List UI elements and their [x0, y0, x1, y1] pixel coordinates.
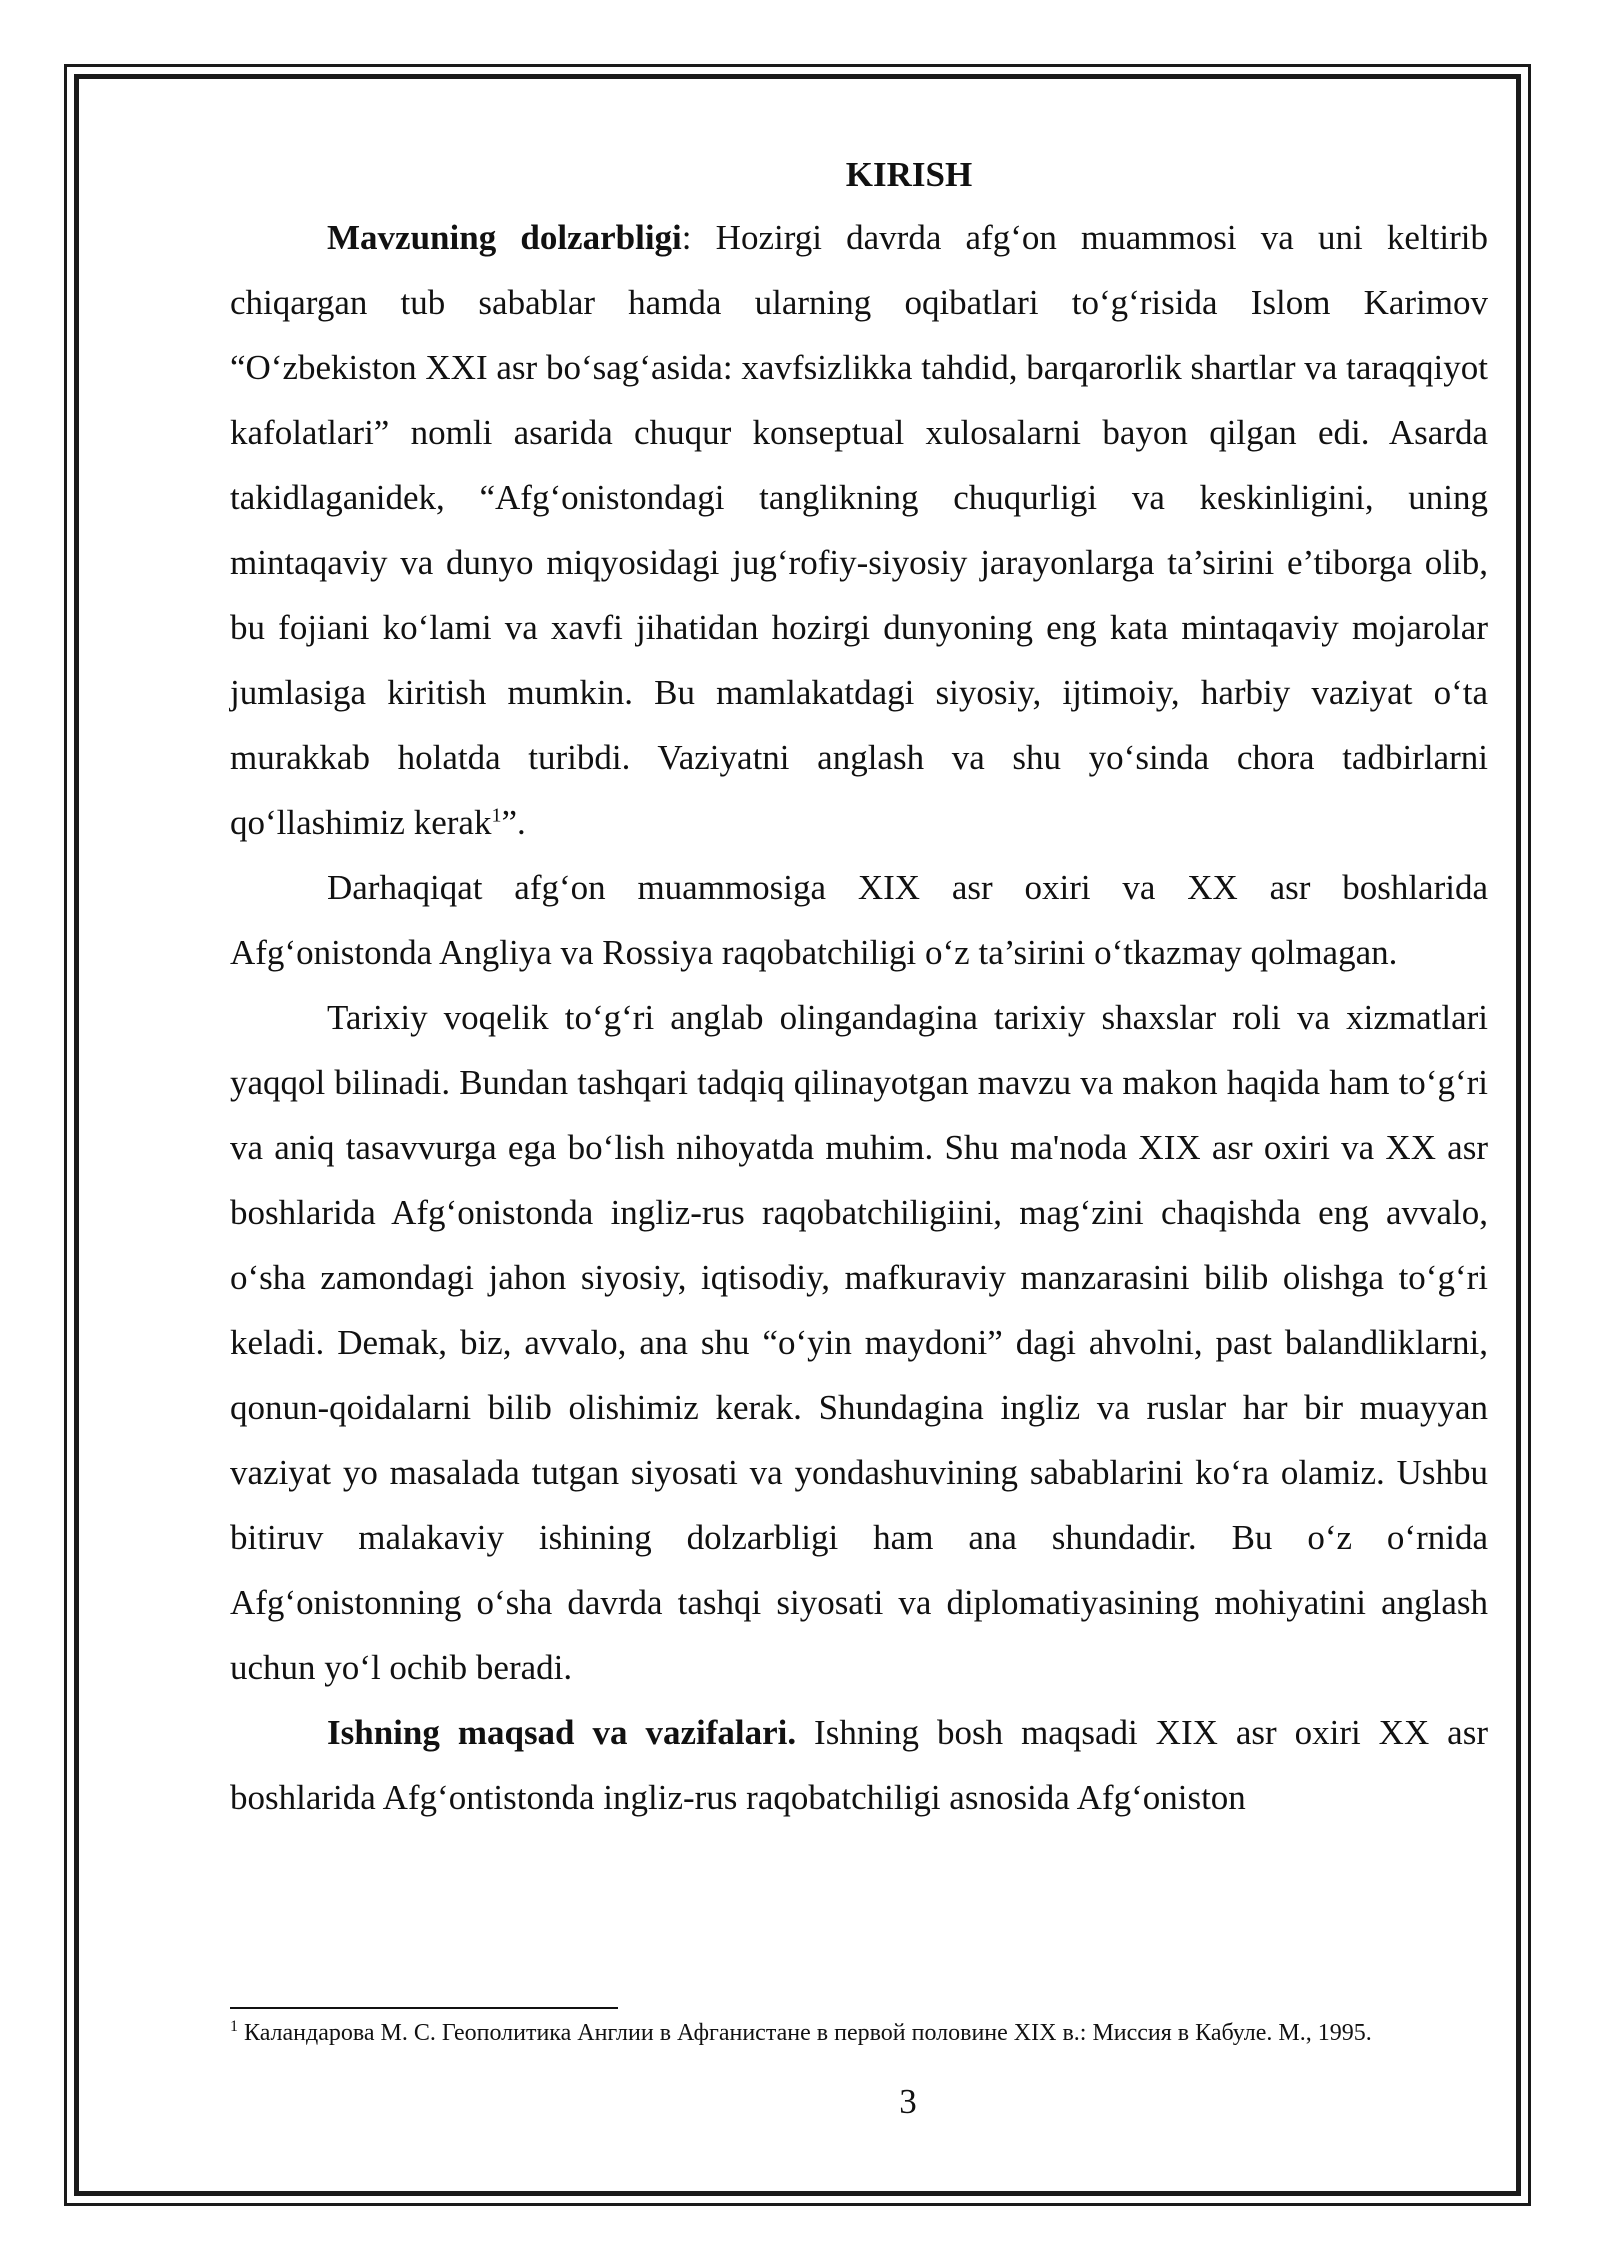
paragraph-goals — [230, 1700, 1488, 1830]
footnote-reference[interactable]: 1 — [491, 804, 502, 827]
paragraph-relevance — [230, 205, 1488, 855]
paragraph-text: Darhaqiqat afg‘on muammosiga XIX asr oxiri va XX asr boshlarida Afg‘onistonda Angliya va Rossiya raqobatchiligi o‘z ta’sirini o‘tkazmay qolmagan. — [230, 868, 1488, 972]
footnote-separator — [230, 2007, 618, 2009]
footnote-text: Каландарова М. С. Геополитика Англии в Афганистане в первой половине XIX в.: Миссия в Кабуле. М., 1995. — [244, 2020, 1372, 2046]
footnote-number: 1 — [230, 2018, 238, 2035]
paragraph-lead: Mavzuning dolzarbligi — [327, 218, 682, 257]
page-body — [230, 150, 1488, 1830]
paragraph-rivalry — [230, 855, 1488, 985]
paragraph-history — [230, 985, 1488, 1700]
paragraph-lead: Ishning maqsad va vazifalari. — [327, 1713, 797, 1752]
footnote — [230, 2018, 1488, 2048]
paragraph-tail: ”. — [501, 803, 526, 842]
page-title: KIRISH — [845, 155, 973, 194]
paragraph-text: Tarixiy voqelik to‘g‘ri anglab olingandagina tarixiy shaxslar roli va xizmatlari yaqqol bilinadi. Bundan tashqari tadqiq qilinayotgan mavzu va makon haqida ham to‘g‘ri va aniq tasavvurga ega bo‘lish nihoyatda muhim. Shu ma'noda XIX asr oxiri va XX asr boshlarida Afg‘onistonda ingliz-rus raqobatchiligiini, mag‘zini chaqishda eng avvalo, o‘sha zamondagi jahon siyosiy, iqtisodiy, mafkuraviy manzarasini bilib olishga to‘g‘ri keladi. Demak, biz, avvalo, ana shu “o‘yin maydoni” dagi ahvolni, past balandliklarni, qonun-qoidalarni bilib olishimiz kerak. Shundagina ingliz va ruslar har bir muayyan vaziyat yo masalada tutgan siyosati va yondashuvining sabablarini ko‘ra olamiz. Ushbu bitiruv malakaviy ishining dolzarbligi ham ana shundadir. Bu o‘z o‘rnida Afg‘onistonning o‘sha davrda tashqi siyosati va diplomatiyasining mohiyatini anglash uchun yo‘l ochib beradi. — [230, 998, 1488, 1687]
page-number: 3 — [899, 2082, 917, 2121]
paragraph-text: Ishning bosh maqsadi XIX asr oxiri XX asr boshlarida Afg‘ontistonda ingliz-rus raqobatchiligi asnosida Afg‘oniston — [230, 1713, 1488, 1817]
paragraph-text: : Hozirgi davrda afg‘on muammosi va uni keltirib chiqargan tub sabablar hamda ularning oqibatlari to‘g‘risida Islom Karimov “O‘zbekiston XXI asr bo‘sag‘asida: xavfsizlikka tahdid, barqarorlik shartlar va taraqqiyot kafolatlari” nomli asarida chuqur konseptual xulosalarni bayon qilgan edi. Asarda takidlaganidek, “Afg‘onistondagi tanglikning chuqurligi va keskinligini, uning mintaqaviy va dunyo miqyosidagi jug‘rofiy-siyosiy jarayonlarga ta’sirini e’tiborga olib, bu fojiani ko‘lami va xavfi jihatidan hozirgi dunyoning eng kata mintaqaviy mojarolar jumlasiga kiritish mumkin. Bu mamlakatdagi siyosiy, ijtimoiy, harbiy vaziyat o‘ta murakkab holatda turibdi. Vaziyatni anglash va shu yo‘sinda chora tadbirlarni qo‘llashimiz kerak — [230, 218, 1488, 842]
